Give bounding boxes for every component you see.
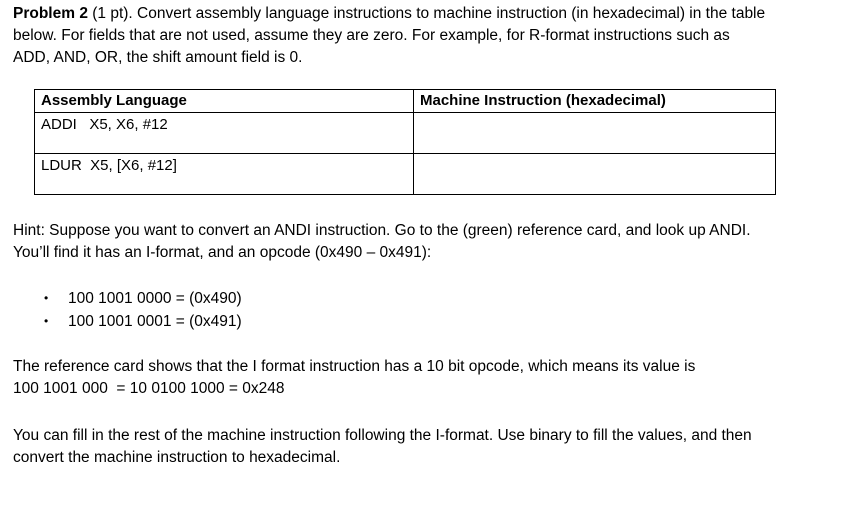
reference-line-1: The reference card shows that the I format instruction has a 10 bit opcode, which means its value is	[13, 358, 696, 375]
assembly-cell	[35, 113, 414, 154]
intro-line-2: below. For fields that are not used, assume they are zero. For example, for R-format instructions such as	[13, 27, 730, 44]
bullet-icon: •	[44, 291, 49, 305]
hint-line-2: You’ll find it has an I-format, and an opcode (0x490 – 0x491):	[13, 244, 432, 261]
table-header-row	[35, 90, 776, 113]
list-item	[44, 287, 242, 310]
machine-cell[interactable]	[414, 113, 776, 154]
list-item	[44, 310, 242, 333]
bullet-icon: •	[44, 314, 49, 328]
problem-label: Problem 2	[13, 5, 88, 22]
machine-cell[interactable]	[414, 154, 776, 195]
header-machine-instruction: Machine Instruction (hexadecimal)	[414, 90, 776, 113]
table-row	[35, 113, 776, 154]
intro-line-1-text: (1 pt). Convert assembly language instructions to machine instruction (in hexadecimal) in the table	[87, 5, 766, 22]
instruction-table	[34, 89, 776, 195]
table-row	[35, 154, 776, 195]
intro-line-3: ADD, AND, OR, the shift amount field is 0.	[13, 49, 303, 66]
assembly-text: LDUR X5, [X6, #12]	[41, 157, 177, 174]
reference-line-2: 100 1001 000 = 10 0100 1000 = 0x248	[13, 380, 285, 397]
header-assembly-language: Assembly Language	[35, 90, 414, 113]
assembly-cell	[35, 154, 414, 195]
opcode-list	[44, 287, 242, 333]
assembly-text: ADDI X5, X6, #12	[41, 116, 168, 133]
closing-line-1: You can fill in the rest of the machine instruction following the I-format. Use binary to fill the values, and then	[13, 427, 752, 444]
hint-line-1: Hint: Suppose you want to convert an ANDI instruction. Go to the (green) reference card, and look up ANDI.	[13, 222, 751, 239]
opcode-text: 100 1001 0001 = (0x491)	[68, 313, 242, 330]
intro-line-1	[13, 3, 765, 25]
opcode-text: 100 1001 0000 = (0x490)	[68, 290, 242, 307]
closing-line-2: convert the machine instruction to hexadecimal.	[13, 449, 341, 466]
